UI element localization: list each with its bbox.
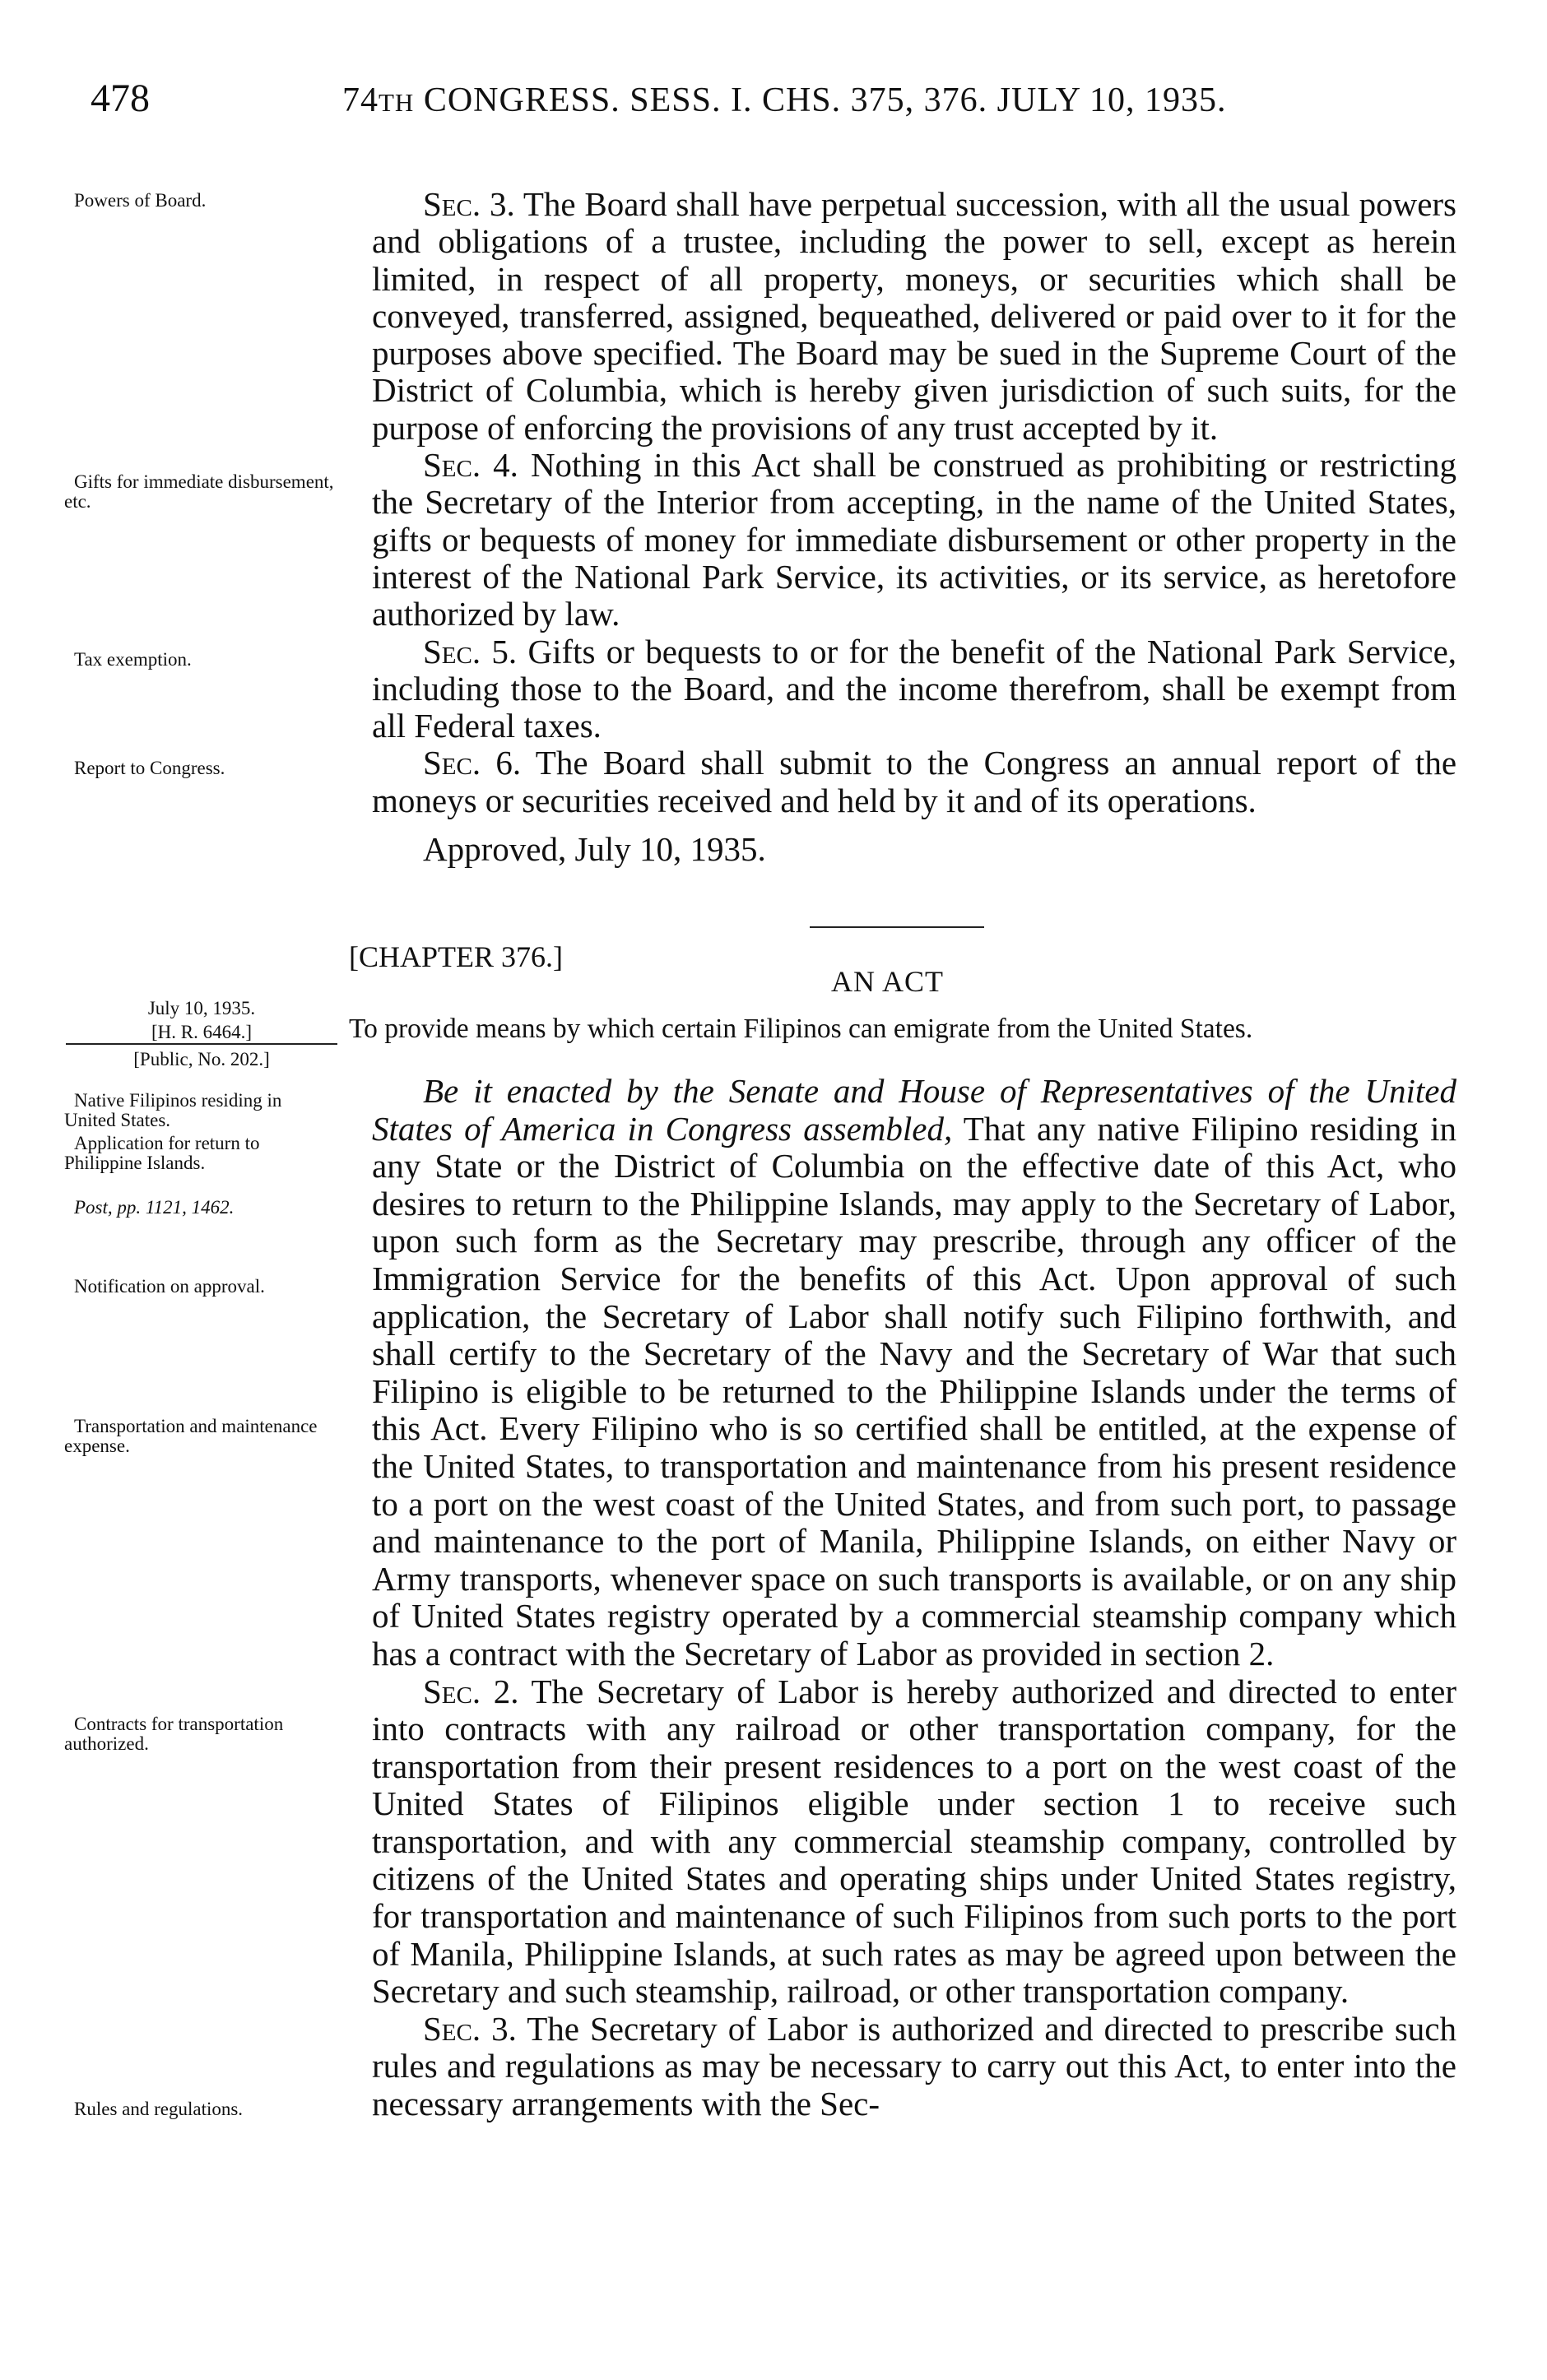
congress-suffix: TH [379,88,415,117]
section-text: Gifts or bequests to or for the benefit of the National Park Service, including those to the Board, and the income therefrom, shall be exempt from all Federal taxes. [372,632,1457,745]
chapter-375-body [372,186,1456,868]
section-3 [372,186,1456,447]
chapter-divider-rule [810,926,984,928]
section-text: The Secretary of Labor is authorized and directed to prescribe such rules and regulations as may be necessary to carry out this Act, to enter into the necessary arrangements with the Sec- [372,2009,1457,2123]
section-text: The Secretary of Labor is hereby authorized and directed to enter into contracts with any railroad or other transportation company, for the transportation from their present residences to a port on the west coast of the United States of Filipinos eligible under section 1 to receive such transportation, and with any commercial steamship company, controlled by citizens of the United States and operating ships under United States registry, for transportation and maintenance of such Filipinos from such ports to the port of Manila, Philippine Islands, at such rates as may be agreed upon between the Secretary and such steamship, railroad, or other transportation company. [372,1672,1456,2011]
approved-line: Approved, July 10, 1935. [423,830,766,869]
section-label: Sec. 5. [423,632,518,670]
margin-note-tax: Tax exemption. [74,649,192,670]
margin-note-native: Native Filipinos residing in United States. [64,1090,282,1130]
section-label: Sec. 3. [423,185,515,223]
section-label: Sec. 6. [423,744,522,782]
section-2 [372,1673,1456,2011]
margin-note-gifts: Gifts for immediate disbursement, etc. [64,471,334,512]
section-3-ch376 [372,2011,1456,2123]
public-law-number: [Public, No. 202.] [133,1049,270,1069]
section-label: Sec. 2. [423,1672,519,1710]
section-4 [372,447,1456,633]
margin-note-contracts: Contracts for transportation authorized. [64,1714,284,1754]
margin-note-report: Report to Congress. [74,758,225,778]
section-label: Sec. 3. [423,2009,517,2048]
margin-note-application: Application for return to Philippine Islands. [64,1133,260,1173]
margin-note-rules: Rules and regulations. [74,2099,244,2119]
page-header [91,76,1456,133]
congress-number: 74 [342,81,379,119]
margin-note-powers: Powers of Board. [74,190,207,211]
margin-note-post: Post, pp. 1121, 1462. [74,1197,235,1218]
running-head [342,81,1227,120]
section-1 [372,1073,1456,1673]
bill-number: [H. R. 6464.] [66,1021,337,1045]
act-title: To provide means by which certain Filipinos can emigrate from the United States. [349,1014,1253,1044]
section-label: Sec. 4. [423,446,518,485]
bill-info [66,997,337,1070]
section-5 [372,633,1456,745]
section-text: The Board shall submit to the Congress an annual report of the moneys or securities received and held by it and of its operations. [372,744,1457,819]
section-text: The Board shall have perpetual succession, with all the usual powers and obligations of a trustee, including the power to sell, except as herein limited, in respect of all property, moneys, or securities which shall be conveyed, transferred, assigned, bequeathed, delivered or paid over to it for the purposes above specified. The Board may be sued in the Supreme Court of the District of Columbia, which is hereby given jurisdiction of such suits, for the purpose of enforcing the provisions of any trust accepted by it. [372,185,1457,447]
bill-date: July 10, 1935. [147,998,256,1018]
session-text: CONGRESS. SESS. I. CHS. 375, 376. JULY 10, 1935. [423,81,1227,119]
chapter-376-body [372,1073,1456,2123]
enacting-clause: Be it enacted by the Senate and House of Representatives of the United States of America in Congress assembled, [372,1072,1456,1148]
section-text: Nothing in this Act shall be construed as prohibiting or restricting the Secretary of the Interior from accepting, in the name of the United States, gifts or bequests of money for immediate disbursement or other property in the interest of the National Park Service, its activities, or its service, as heretofore authorized by law. [372,446,1457,633]
chapter-label: [CHAPTER 376.] [349,940,563,973]
margin-note-transportation: Transportation and maintenance expense. [64,1416,318,1456]
an-act-heading: AN ACT [831,965,945,998]
margin-note-notification: Notification on approval. [74,1276,265,1297]
page-number: 478 [91,77,150,120]
section-text: That any native Filipino residing in any State or the District of Columbia on the effective date of this Act, who desires to return to the Philippine Islands, may apply to the Secretary of Labor, upon such form as the Secretary may prescribe, through any officer of the Immigration Service for the benefits of this Act. Upon approval of such application, the Secretary of Labor shall notify such Filipino forthwith, and shall certify to the Secretary of the Navy and the Secretary of War that such Filipino is eligible to be returned to the Philippine Islands under the terms of this Act. Every Filipino who is so certified shall be entitled, at the expense of the United States, to transportation and maintenance from his present residence to a port on the west coast of the United States, and from such port, to passage and maintenance to the port of Manila, Philippine Islands, on either Navy or Army transports, whenever space on such transports is available, or on any ship of United States registry operated by a commercial steamship company which has a contract with the Secretary of Labor as provided in section 2. [372,1109,1456,1672]
section-6 [372,745,1456,819]
